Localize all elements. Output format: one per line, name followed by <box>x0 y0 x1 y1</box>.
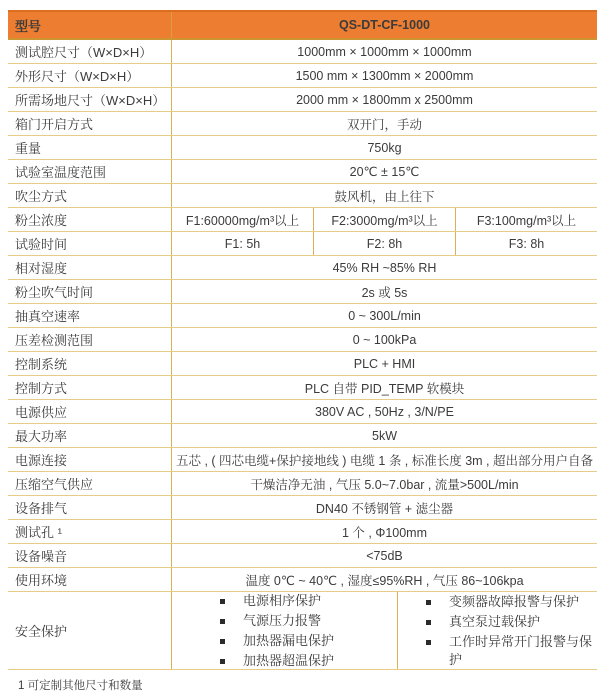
row-label: 重量 <box>8 136 172 159</box>
safety-item-text: 工作时异常开门报警与保护 <box>449 633 593 667</box>
safety-item <box>426 593 593 611</box>
row-value: PLC + HMI <box>353 356 416 371</box>
row-label: 粉尘浓度 <box>8 208 172 231</box>
table-row <box>8 328 597 352</box>
row-value: F1: 5h <box>224 236 261 251</box>
row-label: 箱门开启方式 <box>8 112 172 135</box>
row-value: 双开门，手动 <box>346 117 422 132</box>
row-label: 设备噪音 <box>8 544 172 567</box>
table-row <box>8 496 597 520</box>
table-row <box>8 64 597 88</box>
row-value: F2:3000mg/m³以上 <box>313 208 455 231</box>
row-value: <75dB <box>366 548 403 563</box>
safety-item-text: 真空泵过载保护 <box>449 613 541 629</box>
safety-item <box>220 592 393 610</box>
row-label: 设备排气 <box>8 496 172 519</box>
spec-table <box>8 10 597 670</box>
header-model-value: QS-DT-CF-1000 <box>339 18 430 32</box>
safety-item <box>426 633 593 669</box>
safety-row <box>8 592 597 670</box>
table-row <box>8 520 597 544</box>
header-model-label: 型号 <box>8 12 172 38</box>
spec-rows <box>8 40 597 592</box>
row-value: 干燥洁净无油 , 气压 5.0~7.0bar , 流量>500L/min <box>250 477 519 492</box>
row-value: 2s 或 5s <box>361 285 408 300</box>
row-value: 五芯 , ( 四芯电缆+保护接地线 ) 电缆 1 条 , 标准长度 3m , 超出部分用户自备 <box>175 453 594 468</box>
table-row <box>8 568 597 592</box>
row-label: 所需场地尺寸（W×D×H） <box>8 88 172 111</box>
row-value: PLC 自带 PID_TEMP 软模块 <box>304 381 465 396</box>
safety-label: 安全保护 <box>8 592 172 669</box>
safety-item-text: 加热器超温保护 <box>243 652 335 668</box>
table-row <box>8 160 597 184</box>
table-row <box>8 232 597 256</box>
row-label: 压缩空气供应 <box>8 472 172 495</box>
row-value: 温度 0℃ ~ 40℃ , 湿度≤95%RH , 气压 86~106kpa <box>245 573 524 588</box>
row-label: 测试腔尺寸（W×D×H） <box>8 40 172 63</box>
row-value: 1500 mm × 1300mm × 2000mm <box>295 68 474 83</box>
safety-item-text: 变频器故障报警与保护 <box>449 593 580 609</box>
bullet-square-icon <box>426 620 431 625</box>
row-value: 0 ~ 100kPa <box>352 332 417 347</box>
table-row <box>8 256 597 280</box>
bullet-square-icon <box>426 640 431 645</box>
row-label: 控制系统 <box>8 352 172 375</box>
safety-item <box>220 632 393 650</box>
table-row <box>8 40 597 64</box>
bullet-square-icon <box>220 639 225 644</box>
safety-item-text: 电源相序保护 <box>243 592 322 608</box>
table-row <box>8 112 597 136</box>
row-value: F1:60000mg/m³以上 <box>185 213 300 228</box>
bullet-square-icon <box>220 659 225 664</box>
row-label: 试验时间 <box>8 232 172 255</box>
row-label: 测试孔 ¹ <box>8 520 172 543</box>
row-label: 试验室温度范围 <box>8 160 172 183</box>
row-value: 1000mm × 1000mm × 1000mm <box>297 44 472 59</box>
table-row <box>8 352 597 376</box>
row-value: 5kW <box>372 428 397 443</box>
table-row <box>8 424 597 448</box>
table-row <box>8 88 597 112</box>
table-row <box>8 208 597 232</box>
bullet-square-icon <box>220 599 225 604</box>
table-row <box>8 376 597 400</box>
table-row <box>8 304 597 328</box>
safety-item-text: 加热器漏电保护 <box>243 632 335 648</box>
table-row <box>8 136 597 160</box>
safety-item <box>220 612 393 630</box>
row-label: 控制方式 <box>8 376 172 399</box>
row-value: F2: 8h <box>313 232 455 255</box>
row-label: 电源连接 <box>8 448 172 471</box>
row-value: 0 ~ 300L/min <box>348 308 421 323</box>
footnote: 1 可定制其他尺寸和数量 <box>18 680 143 692</box>
row-value: 2000 mm × 1800mm x 2500mm <box>296 92 473 107</box>
bullet-square-icon <box>220 619 225 624</box>
row-value: F3: 8h <box>455 232 597 255</box>
safety-item-text: 气源压力报警 <box>243 612 322 628</box>
row-label: 外形尺寸（W×D×H） <box>8 64 172 87</box>
row-value: 45% RH ~85% RH <box>332 260 437 275</box>
safety-list-left <box>172 592 398 669</box>
table-row <box>8 184 597 208</box>
row-value: DN40 不锈钢管 + 滤尘器 <box>315 501 454 516</box>
table-row <box>8 280 597 304</box>
table-row <box>8 472 597 496</box>
row-label: 吹尘方式 <box>8 184 172 207</box>
row-label: 相对湿度 <box>8 256 172 279</box>
table-header-row <box>8 10 597 40</box>
row-label: 抽真空速率 <box>8 304 172 327</box>
row-label: 压差检测范围 <box>8 328 172 351</box>
row-value: 380V AC , 50Hz , 3/N/PE <box>315 404 454 419</box>
row-value: 20℃ ± 15℃ <box>349 165 420 179</box>
table-row <box>8 448 597 472</box>
row-value: 750kg <box>367 140 402 155</box>
row-value: 1 个 , Φ100mm <box>342 525 427 540</box>
row-label: 最大功率 <box>8 424 172 447</box>
row-label: 电源供应 <box>8 400 172 423</box>
row-value: 鼓风机，由上往下 <box>334 189 435 204</box>
row-label: 粉尘吹气时间 <box>8 280 172 303</box>
safety-item <box>220 652 393 670</box>
row-value: F3:100mg/m³以上 <box>455 208 597 231</box>
bullet-square-icon <box>426 600 431 605</box>
table-row <box>8 400 597 424</box>
table-row <box>8 544 597 568</box>
safety-item <box>426 613 593 631</box>
row-label: 使用环境 <box>8 568 172 591</box>
safety-list-right <box>398 592 597 669</box>
